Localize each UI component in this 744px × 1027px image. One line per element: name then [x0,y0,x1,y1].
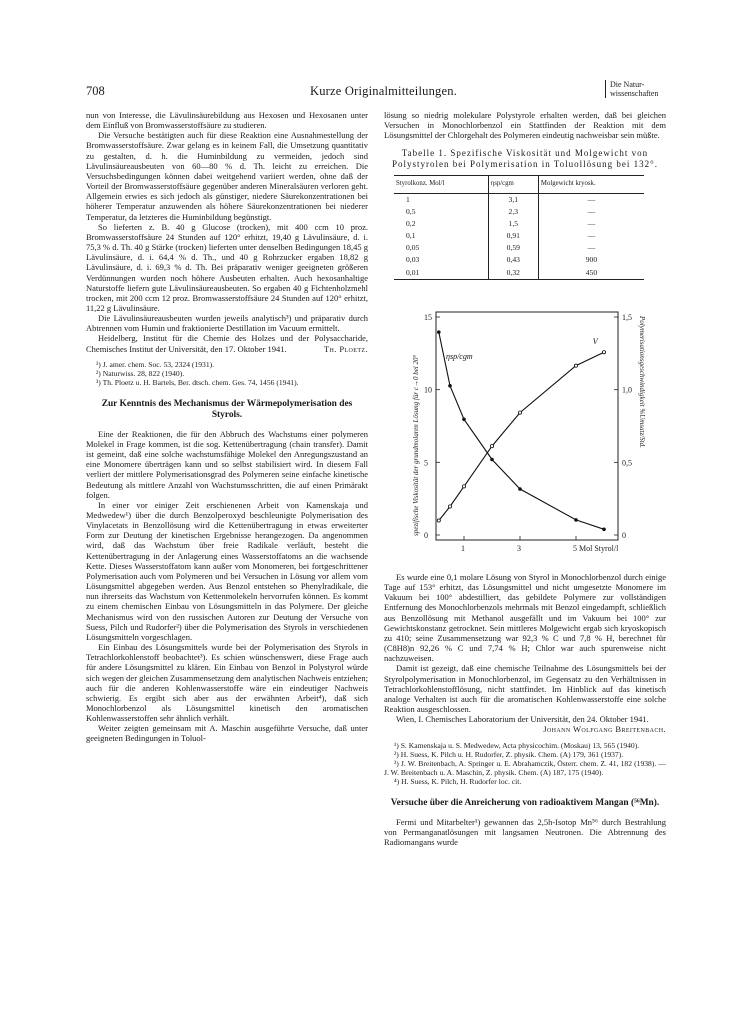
figure-viscosity-rate [392,300,654,568]
affiliation [384,714,666,735]
data-point-viscosity [437,330,441,334]
table-cell: 0,43 [488,254,538,266]
table-cell: — [538,193,644,206]
right-tick-label: 0 [622,531,626,540]
author-signature: Th. Ploetz. [323,343,368,354]
x-tick-label: 1 [461,544,465,553]
table-header: Molgewicht kryosk. [538,176,644,193]
left-tick-label: 0 [424,531,428,540]
data-point-viscosity [448,384,452,388]
footnote: ¹) J. amer. chem. Soc. 53, 2324 (1931). [96,359,215,369]
paragraph: So lieferten z. B. 40 g Glucose (trocken), mit 400 ccm 10 proz. Bromwasserstoffsäure 24 Stunden auf 120° erhitzt, 19,40 g Lävulinsäure, d. i. 75,3 % d. Th. 40 g Stärke (trocken) lieferten unter denselben Bedingungen 18,45 g Lävulinsäure, d. i. 64,4 % d. Th., und 40 g Rohrzucker ergaben 18,82 g Lävulinsäure, d. i. 69,3 % d. Th. Bei präparativ weniger geeigneten größeren Verdünnungen wurden noch höhere Ausbeuten erhalten. Auch hexosanhaltige Naturstoffe liefern gute Lävulinsäureausbeuten. So ergaben 40 g Fichtenholzmehl trocken, mit 200 ccm 12 proz. Bromwasserstoffsäure 24 Stunden auf 120° erhitzt, 11,22 g Lävulinsäure. [86,221,368,313]
table-cell: 3,1 [488,193,538,206]
table-row [394,254,644,266]
paragraph: In einer vor einiger Zeit erschienenen Arbeit von Kamenskaja und Medwedew¹) über die durch Benzolperoxyd beschleunigte Polymerisation des Vinylacetats in Benzollösung wird die Kettenübertragung in etwas erweiterter Form zur Deutung der kinetischen Ergebnisse herangezogen. Da angenommen wird, daß das Wachstum über freie Radikale verläuft, besteht die Kettenübertragung in der Anlagerung eines Wasserstoffatoms an die wachsende Kette. Dieses Wasserstoffatom kann außer vom Monomeren, bei fortgeschrittener Polymerisation auch vom Polymeren und bei Versuchen in Lösung vor allem vom Lösungsmittel abgegeben werden. Aus Benzol entstehen so Phenylradikale, die nun ihrerseits das Wachstum von Kettenmolekeln hervorrufen können. Es kommt zu einem chemischen Einbau von Lösungsmitteln in das Polymere. Der gleiche Mechanismus wird von den russischen Autoren zur Deutung der Versuche von Suess, Pilch und Rudorfer²) über die Polymerisation des Styrols in verschiedenen Lösungsmitteln vorgeschlagen. [86,499,368,642]
table-row [394,218,644,230]
paragraph: Die Versuche bestätigten auch für diese Reaktion eine Ausnahmestellung der Bromwasserstoffsäure. Zwar gelang es in keinem Fall, die Umsetzung quantitativ zu gestalten, d. h. die Huminbildung zu vermeiden, jedoch sind Lävulinsäureausbeuten von 60—80 % d. Th. leicht zu erreichen. Die Versuchsbedingungen können dabei weitgehend variiert werden, ohne daß der Vorteil der Bromwasserstoffsäure gegenüber anderen Mineralsäuren verloren geht. Allgemein erwies es sich jedoch als günstiger, niedere Säurekonzentrationen bei höherer Temperatur anzuwenden als höhere Säurekonzentrationen bei niederer Temperatur, da letzteres die Huminbildung begünstigt. [86,130,368,222]
table-cell: 0,2 [406,218,416,228]
paragraph: Damit ist gezeigt, daß eine chemische Teilnahme des Lösungsmittels bei der Styrolpolymerisation in Monochlorbenzol, im Gegensatz zu den Verhältnissen in Tetrachlorkohlenstofflösung, nicht stattfindet. Im Hinblick auf das kinetisch analoge Verhalten ist auch für die aromatischen Kohlenwasserstoffe eine solche Reaktion ausgeschlossen. [384,663,666,715]
data-point-rate [602,351,605,354]
table-cell: 0,1 [406,231,416,241]
left-tick-label: 10 [424,385,432,395]
footnotes [384,741,666,786]
right-axis-label: Polymerisationsgeschwindigkeit %Umsatz/Std. [638,316,646,448]
page-number: 708 [86,84,105,98]
footnote: ³) Th. Ploetz u. H. Bartels, Ber. dtsch. chem. Ges. 74, 1456 (1941). [96,377,299,387]
left-tick-label: 5 [424,458,428,468]
data-point-viscosity [602,527,606,531]
table-cell: 0,59 [488,242,538,254]
data-point-rate [574,364,577,367]
section-title: Versuche über die Anreicherung von radioaktivem Mangan (⁵⁶Mn). [390,797,660,808]
data-point-rate [448,505,451,508]
left-axis-label: spezifische Viskosität der grundmolaren Lösung für c→0 bei 20° [412,354,420,536]
data-point-rate [462,485,465,488]
table-cell: 0,05 [406,243,420,253]
section-title: Zur Kenntnis des Mechanismus der Wärmepolymerisation des Styrols. [101,398,353,420]
data-point-viscosity [518,487,522,491]
author-signature: Johann Wolfgang Breitenbach. [543,724,666,735]
footnote: ²) Naturwiss. 28, 822 (1940). [96,368,185,378]
x-tick-label: 3 [517,544,521,553]
table-header: ηsp/cgm [488,176,538,193]
data-point-viscosity [462,417,466,421]
table-cell: — [538,242,644,254]
table-cell: 2,3 [488,206,538,218]
table-cell: 0,03 [406,255,420,265]
plot-frame [436,312,618,540]
footnote: ³) J. W. Breitenbach, A. Springer u. E. Abrahamczik, Österr. chem. Z. 41, 182 (1938). — J. W. Breitenbach u. A. Maschin, Z. physik. Chem. (A) 187, 175 (1940). [384,758,666,777]
right-tick-label: 0,5 [622,458,632,468]
table-cell: 0,32 [488,267,538,280]
affiliation-text: Heidelberg, Institut für die Chemie des Holzes und der Polysaccharide, Chemisches Institut der Universität, den 17. Oktober 1941. [86,333,368,354]
data-point-rate [518,411,521,414]
table-row [394,206,644,218]
table-cell: 1,5 [488,218,538,230]
right-column-bottom [384,572,666,847]
x-tick-label: 5 Mol Styrol/l [573,544,619,553]
table-header: Styrolkonz. Mol/l [394,176,488,193]
table-cell: 1 [406,194,410,204]
footnote: ²) H. Suess, K. Pilch u. H. Rudorfer, Z. physik. Chem. (A) 179, 361 (1937). [394,749,624,759]
paragraph: Die Lävulinsäureausbeuten wurden jeweils analytisch³) und präparativ durch Abtrennen vom Humin und fraktionierte Destillation im Vacuum ermittelt. [86,313,368,334]
paragraph: Weiter zeigten gemeinsam mit A. Maschin ausgeführte Versuche, daß unter geeigneten Bedingungen in Toluol- [86,723,368,744]
affiliation-text: Wien, I. Chemisches Laboratorium der Universität, den 24. Oktober 1941. [396,714,649,725]
table-header-row [394,176,644,193]
series-label-viscosity: ηsp/cgm [446,351,473,361]
paragraph: nun von Interesse, die Lävulinsäurebildung aus Hexosen und Hexosanen unter dem Einfluß von Bromwasserstoffsäure zu studieren. [86,110,368,131]
footnote: ⁴) H. Suess, K. Pilch, H. Rudorfer loc. cit. [394,776,522,786]
table-cell: — [538,218,644,230]
paragraph: lösung so niedrig molekulare Polystyrole erhalten werden, daß bei gleichen Versuchen in Monochlorbenzol ein Stattfinden der Reaktion mit dem Lösungsmittel der Chlorgehalt des Polymeren eindeutig nachweisbar sein müßte. [384,110,666,141]
table-cell: — [538,230,644,242]
series-line-viscosity [439,332,604,529]
journal-name [605,80,676,98]
footnote: ¹) S. Kamenskaja u. S. Medwedew, Acta physicochim. (Moskau) 13, 565 (1940). [394,740,640,750]
chart-svg [392,300,654,568]
data-point-viscosity [490,458,494,462]
journal-line-1: Die Natur- [610,80,645,89]
table-row [394,242,644,254]
table-row [394,267,644,280]
paragraph: Fermi und Mitarbelter¹) gewannen das 2,5h-Isotop Mn⁵⁶ durch Bestrahlung von Permanganatlösungen mit langsamen Neutronen. Die Abtrennung des Radiomangans wurde [384,816,666,847]
table-cell: 450 [538,267,644,280]
data-point-viscosity [574,518,578,522]
table-caption: Tabelle 1. Spezifische Viskosität und Molgewicht von Polystyrolen bei Polymerisation in Toluollösung bei 132°. [391,148,659,169]
running-title: Kurze Originalmitteilungen. [310,84,458,98]
table-cell: 0,91 [488,230,538,242]
table-cell: 900 [538,254,644,266]
left-tick-label: 15 [424,313,432,322]
series-label-rate: V [592,337,598,347]
table-cell: 0,5 [406,206,416,216]
right-tick-label: 1,5 [622,313,632,322]
left-column [86,110,368,744]
table-row [394,230,644,242]
journal-line-2: wissenschaften [610,89,659,98]
table-cell: 0,01 [394,267,488,280]
page-header [86,80,676,106]
footnotes [86,360,368,387]
data-point-rate [490,445,493,448]
viscosity-table [394,175,644,279]
paragraph: Es wurde eine 0,1 molare Lösung von Styrol in Monochlorbenzol durch einige Tage auf 153° erhitzt, das Lösungsmittel und nicht umgesetzte Monomere im Vakuum bei 100° abdestilliert, das gebildete Polymere zur vollständigen Entfernung des Monochlorbenzols mehrmals mit Benzol eingedampft, schließlich aus Benzollösung mit Methanol ausgefällt und im Vakuum bei 100° zur Gewichtskonstanz getrocknet. Sein mittleres Molgewicht ergab sich kryoskopisch zu 410; seine Zusammensetzung war 92,3 % C und 7,8 % H, berechnet für (C8H8)n 92,26 % C und 7,74 % H; Chlor war auch spurenweise nicht nachzuweisen. [384,572,666,664]
table-row [394,193,644,206]
paragraph: Eine der Reaktionen, die für den Abbruch des Wachstums einer polymeren Molekel in Frage kommen, ist die sog. Kettenübertragung (chain transfer). Damit ist gemeint, daß eine solche wachstumsfähige Molekel den Anregungszustand an eine Monomere überträgen kann und so selbst stabilisiert wird. In diesem Fall verliert der mittlere Polymerisationsgrad des Polymeren seine einfache kinetische Bedeutung als mittlere Anzahl von Wachstumsschritten, die auf einen Primärakt folgen. [86,428,368,500]
right-column-top [384,110,666,280]
table-cell: — [538,206,644,218]
affiliation [86,333,368,353]
paragraph: Ein Einbau des Lösungsmittels wurde bei der Polymerisation des Styrols in Tetrachlorkohlenstoff beobachtet³). Es schien wünschenswert, diese Frage auch für andere Lösungsmittel zu klären. Ein Einbau von Benzol in Polystyrol würde sich wegen der gleichen Zusammensetzung dem analytischen Nachweis entziehen; auch für die anderen Kohlenwasserstoffe wäre ein eindeutiger Nachweis schwierig. Es ergibt sich aber aus der erwähnten Arbeit⁴), daß sich Monochlorbenzol als Lösungsmittel kinetisch den aromatischen Kohlenwasserstoffen sehr ähnlich verhält. [86,642,368,724]
right-tick-label: 1,0 [622,385,632,395]
series-line-rate [439,352,604,520]
data-point-rate [437,519,440,522]
